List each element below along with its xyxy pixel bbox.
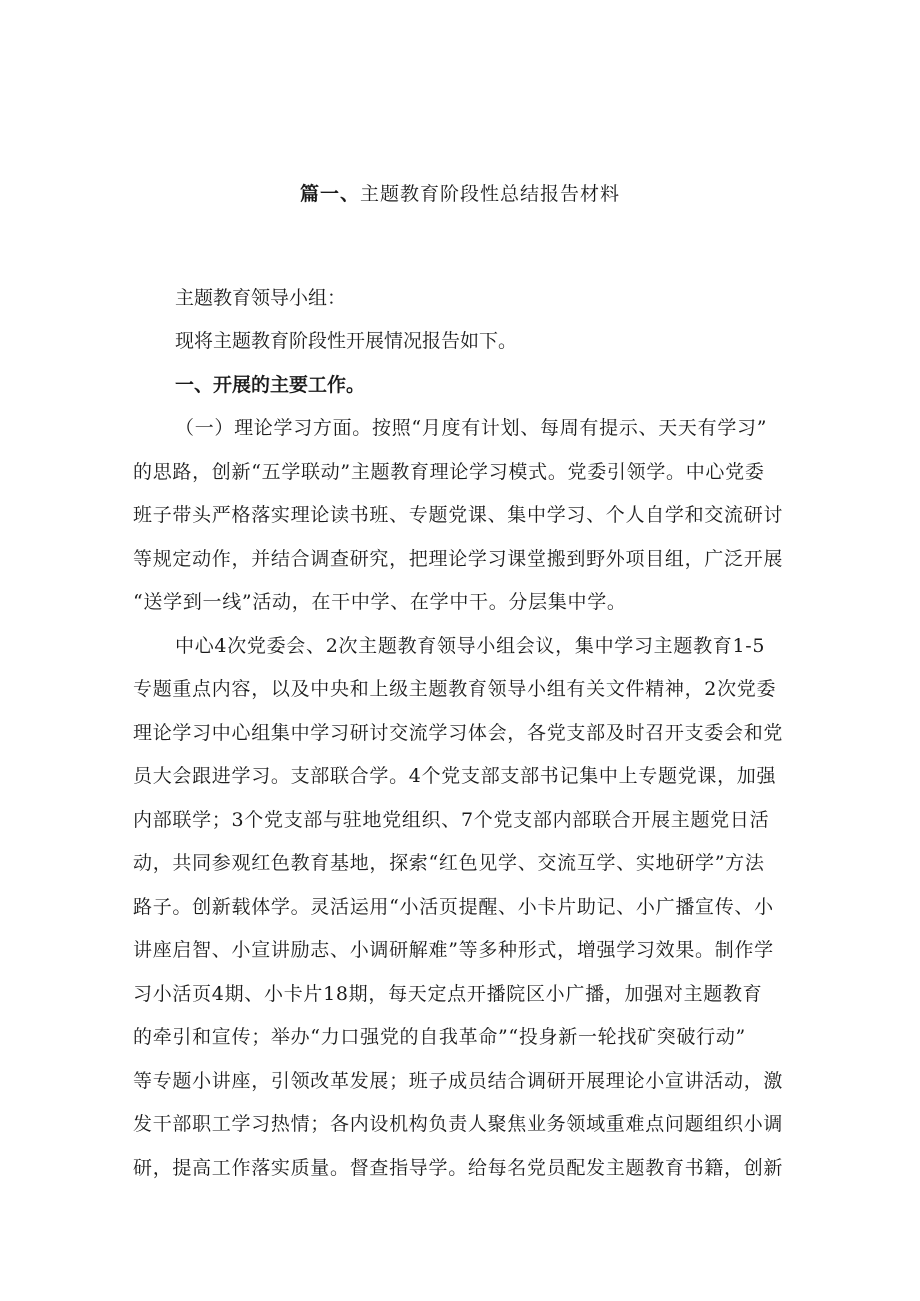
paragraph2-line: 员大会跟进学习。支部联合学。4个党支部支部书记集中上专题党课，加强 <box>133 765 777 787</box>
title-prefix: 篇一、 <box>299 183 360 205</box>
paragraph2-line: 的牵引和宣传；举办“力口强党的自我革命”“投身新一轮找矿突破行动” <box>133 1026 746 1048</box>
section-heading: 一、开展的主要工作。 <box>175 374 366 396</box>
page-title <box>0 181 920 207</box>
paragraph1-line: 的思路，创新“五学联动”主题教育理论学习模式。党委引领学。中心党委 <box>133 461 765 483</box>
salutation: 主题教育领导小组： <box>175 287 347 309</box>
paragraph2-line: 讲座启智、小宣讲励志、小调研解难”等多种形式，增强学习效果。制作学 <box>133 939 774 961</box>
paragraph2-line: 内部联学；3个党支部与驻地党组织、7个党支部内部联合开展主题党日活 <box>133 809 770 831</box>
paragraph1-line: 班子带头严格落实理论读书班、专题党课、集中学习、个人自学和交流研讨 <box>133 504 784 526</box>
paragraph2-line: 等专题小讲座，引领改革发展；班子成员结合调研开展理论小宣讲活动，激 <box>133 1070 784 1092</box>
title-text: 主题教育阶段性总结报告材料 <box>360 183 621 205</box>
paragraph2-line: 专题重点内容，以及中央和上级主题教育领导小组有关文件精神，2次党委 <box>133 678 777 700</box>
paragraph2-line: 发干部职工学习热情；各内设机构负责人聚焦业务领域重难点问题组织小调 <box>133 1113 784 1135</box>
intro-line: 现将主题教育阶段性开展情况报告如下。 <box>175 330 518 352</box>
paragraph2-line: 路子。创新载体学。灵活运用“小活页提醒、小卡片助记、小广播宣传、小 <box>133 896 774 918</box>
paragraph1-line: 等规定动作，并结合调查研究，把理论学习课堂搬到野外项目组，广泛开展 <box>133 548 784 570</box>
paragraph2-line: 中心4次党委会、2次主题教育领导小组会议，集中学习主题教育1-5 <box>175 635 766 657</box>
paragraph1-line: （一）理论学习方面。按照“月度有计划、每周有提示、天天有学习” <box>175 417 768 439</box>
paragraph1-line: “送学到一线”活动，在干中学、在学中干。分层集中学。 <box>133 591 627 613</box>
paragraph2-line: 习小活页4期、小卡片18期，每天定点开播院区小广播，加强对主题教育 <box>133 983 763 1005</box>
paragraph2-line: 理论学习中心组集中学习研讨交流学习体会，各党支部及时召开支委会和党 <box>133 722 784 744</box>
paragraph2-line: 研，提高工作落实质量。督查指导学。给每名党员配发主题教育书籍，创新 <box>133 1157 784 1179</box>
paragraph2-line: 动，共同参观红色教育基地，探索“红色见学、交流互学、实地研学”方法 <box>133 852 765 874</box>
